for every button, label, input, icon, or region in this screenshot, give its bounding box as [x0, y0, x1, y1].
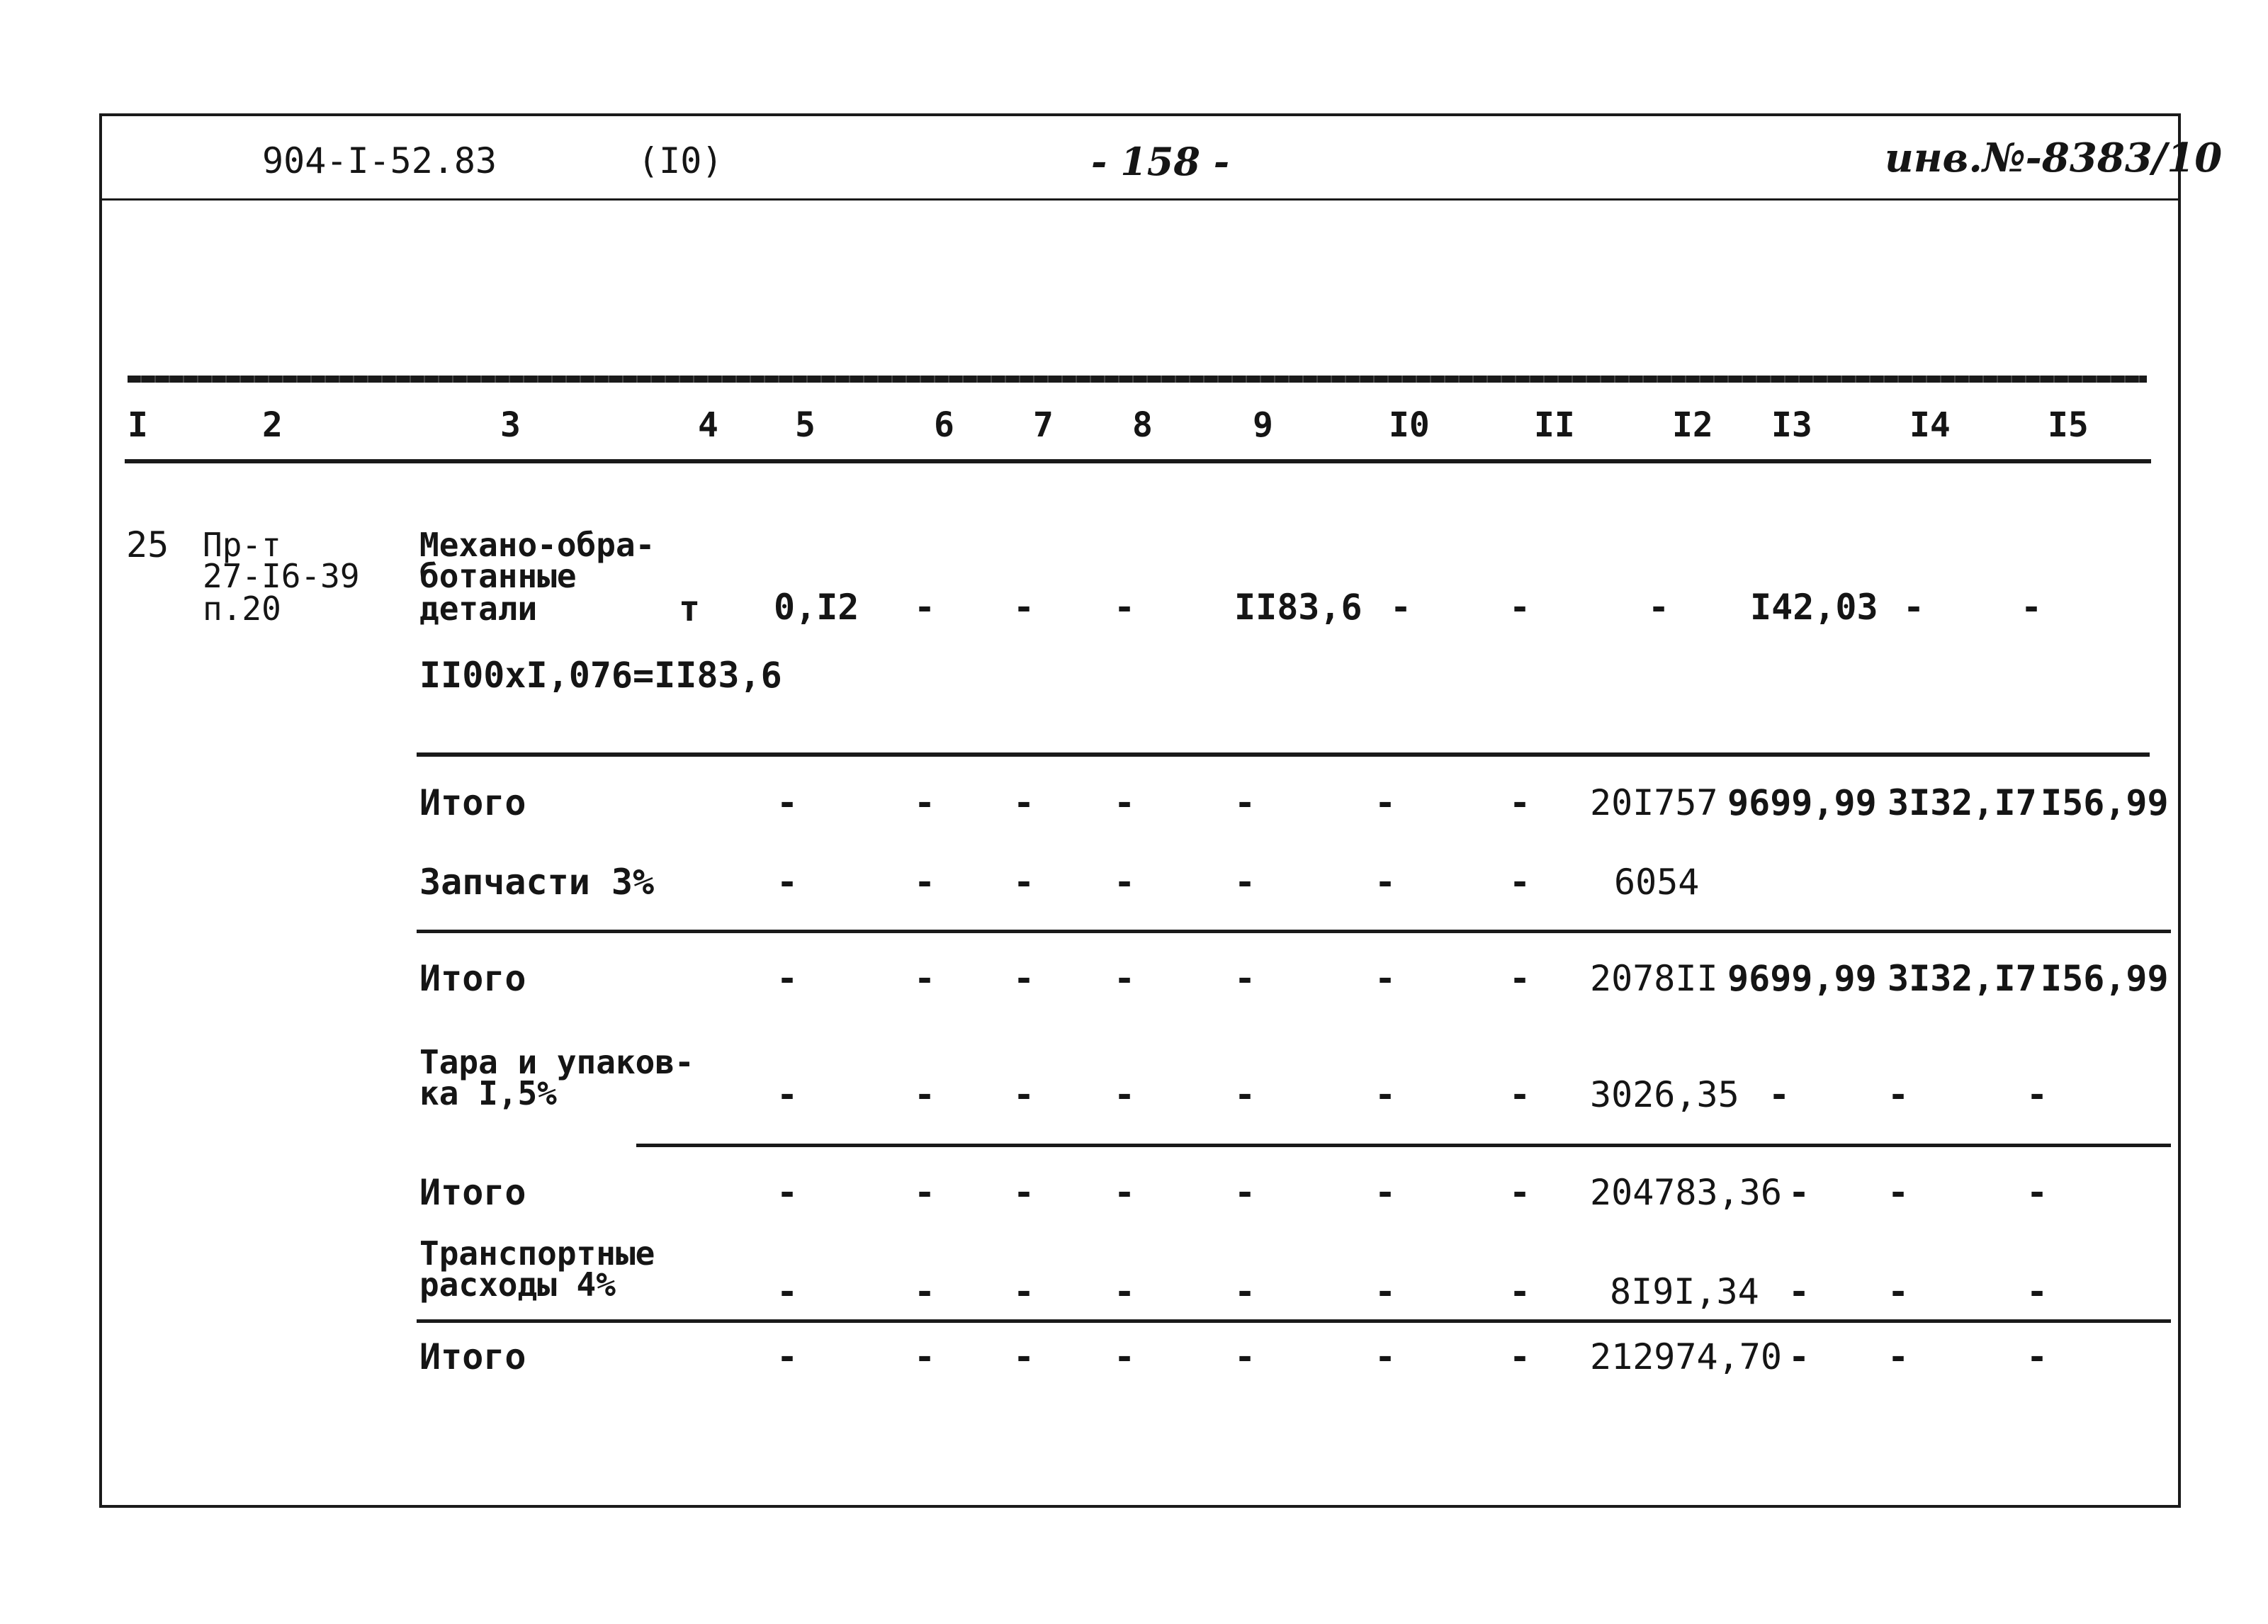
- row-dash: -: [777, 958, 799, 999]
- col-num-14: I4: [1909, 405, 1951, 445]
- row-dash: -: [777, 1074, 799, 1115]
- row-label-line1: Тара и упаков-: [419, 1043, 694, 1081]
- row-dash: -: [777, 862, 799, 903]
- row-dash: -: [1509, 1271, 1531, 1312]
- row-dash: -: [1788, 1172, 1810, 1213]
- col-num-4: 4: [698, 405, 718, 445]
- row-dash: -: [1509, 782, 1531, 823]
- row-divider: [636, 1144, 2171, 1147]
- row-label-line1: Транспортные: [419, 1234, 655, 1273]
- row-value: 212974,70: [1590, 1336, 1782, 1377]
- row-dash: -: [914, 862, 936, 903]
- col-num-7: 7: [1033, 405, 1054, 445]
- row-dash: -: [1509, 1172, 1531, 1213]
- row-dash: -: [1234, 1336, 1256, 1377]
- item-c13: I42,03: [1750, 587, 1878, 628]
- row-dash: -: [2026, 1336, 2048, 1377]
- row-label-line2: ка I,5%: [419, 1074, 557, 1112]
- item-c14: -: [1903, 587, 1925, 628]
- row-dash: -: [1375, 958, 1397, 999]
- row-dash: -: [2026, 1271, 2048, 1312]
- row-dash: -: [1234, 958, 1256, 999]
- row-dash: -: [1509, 1074, 1531, 1115]
- page-number: - 158 -: [1091, 139, 1230, 184]
- row-dash: -: [1013, 1172, 1035, 1213]
- col-num-9: 9: [1253, 405, 1273, 445]
- item-c15: -: [2021, 587, 2043, 628]
- row-dash: -: [1234, 782, 1256, 823]
- row-dash: -: [1013, 1271, 1035, 1312]
- col-num-10: I0: [1389, 405, 1430, 445]
- row-dash: -: [914, 1336, 936, 1377]
- row-value: 2078II: [1590, 958, 1718, 999]
- row-dash: -: [1013, 1074, 1035, 1115]
- row-value: 9699,99: [1727, 782, 1877, 823]
- row-dash: -: [1114, 862, 1136, 903]
- section-number: (I0): [638, 140, 723, 181]
- column-header-bottom-rule: [125, 459, 2151, 463]
- item-unit: т: [679, 588, 701, 629]
- row-dash: -: [1114, 1074, 1136, 1115]
- row-dash: -: [777, 1271, 799, 1312]
- row-dash: -: [1375, 782, 1397, 823]
- row-value: 3026,35: [1590, 1074, 1739, 1115]
- row-divider: [417, 1319, 2171, 1323]
- item-formula: II00xI,076=II83,6: [419, 655, 782, 696]
- row-value: 204783,36: [1590, 1172, 1782, 1213]
- row-label: Итого: [419, 1336, 526, 1377]
- row-dash: -: [1234, 862, 1256, 903]
- row-value: 6054: [1614, 862, 1700, 903]
- row-dash: -: [1013, 782, 1035, 823]
- row-dash: -: [1375, 1172, 1397, 1213]
- row-value: 3I32,I7: [1888, 958, 2037, 999]
- row-dash: -: [1234, 1074, 1256, 1115]
- row-dash: -: [1114, 1172, 1136, 1213]
- row-dash: -: [1375, 862, 1397, 903]
- row-dash: -: [1114, 1271, 1136, 1312]
- row-label: Итого: [419, 782, 526, 823]
- row-dash: -: [1114, 1336, 1136, 1377]
- col-num-3: 3: [500, 405, 521, 445]
- item-c11: -: [1509, 587, 1531, 628]
- col-num-2: 2: [262, 405, 283, 445]
- row-dash: -: [1768, 1074, 1790, 1115]
- row-dash: -: [914, 1074, 936, 1115]
- item-ref-line3: п.20: [203, 590, 281, 628]
- item-c9: II83,6: [1234, 587, 1363, 628]
- item-c10: -: [1390, 587, 1412, 628]
- row-value: 20I757: [1590, 782, 1718, 823]
- row-dash: -: [1114, 782, 1136, 823]
- row-dash: -: [1013, 862, 1035, 903]
- row-dash: -: [2026, 1074, 2048, 1115]
- row-dash: -: [1375, 1271, 1397, 1312]
- col-num-13: I3: [1771, 405, 1812, 445]
- item-name-line3: детали: [419, 590, 538, 628]
- row-dash: -: [1013, 1336, 1035, 1377]
- row-value: 3I32,I7: [1888, 782, 2037, 823]
- row-dash: -: [914, 1172, 936, 1213]
- item-ref-line2: 27-I6-39: [203, 557, 360, 595]
- totals-top-rule: [417, 752, 2150, 757]
- document-code: 904-I-52.83: [262, 140, 497, 181]
- row-dash: -: [2026, 1172, 2048, 1213]
- row-dash: -: [1509, 1336, 1531, 1377]
- item-c7: -: [1013, 587, 1035, 628]
- row-dash: -: [1375, 1336, 1397, 1377]
- inventory-number: инв.№-8383/10: [1885, 135, 2223, 181]
- item-number: 25: [126, 524, 169, 565]
- row-dash: -: [1114, 958, 1136, 999]
- col-num-11: II: [1534, 405, 1575, 445]
- row-value: I56,99: [2041, 958, 2169, 999]
- item-name-line1: Механо-обра-: [419, 526, 655, 564]
- row-divider: [417, 930, 2171, 933]
- row-value: 8I9I,34: [1610, 1271, 1759, 1312]
- col-num-12: I2: [1672, 405, 1713, 445]
- row-dash: -: [777, 1172, 799, 1213]
- item-name-line2: ботанные: [419, 557, 577, 595]
- item-qty: 0,I2: [774, 587, 859, 628]
- col-num-6: 6: [934, 405, 954, 445]
- row-dash: -: [1888, 1172, 1909, 1213]
- row-dash: -: [1888, 1271, 1909, 1312]
- row-dash: -: [1788, 1336, 1810, 1377]
- row-dash: -: [777, 1336, 799, 1377]
- row-label: Итого: [419, 1172, 526, 1213]
- row-dash: -: [777, 782, 799, 823]
- row-label: Итого: [419, 958, 526, 999]
- row-dash: -: [1888, 1074, 1909, 1115]
- row-dash: -: [1013, 958, 1035, 999]
- row-label-line2: расходы 4%: [419, 1265, 616, 1304]
- row-dash: -: [914, 782, 936, 823]
- col-num-1: I: [128, 405, 148, 445]
- row-dash: -: [1888, 1336, 1909, 1377]
- row-dash: -: [914, 958, 936, 999]
- item-c12: -: [1648, 587, 1670, 628]
- col-num-5: 5: [795, 405, 816, 445]
- col-num-15: I5: [2048, 405, 2089, 445]
- row-dash: -: [914, 1271, 936, 1312]
- item-c6: -: [914, 587, 936, 628]
- row-dash: -: [1234, 1271, 1256, 1312]
- item-ref-line1: Пр-т: [203, 526, 281, 564]
- column-header-top-rule: [128, 376, 2147, 383]
- row-value: I56,99: [2041, 782, 2169, 823]
- row-dash: -: [1509, 862, 1531, 903]
- row-dash: -: [1234, 1172, 1256, 1213]
- row-dash: -: [1788, 1271, 1810, 1312]
- item-c8: -: [1114, 587, 1136, 628]
- row-dash: -: [1375, 1074, 1397, 1115]
- row-value: 9699,99: [1727, 958, 1877, 999]
- header-divider: [102, 198, 2178, 201]
- col-num-8: 8: [1132, 405, 1153, 445]
- row-label: Запчасти 3%: [419, 862, 655, 903]
- row-dash: -: [1509, 958, 1531, 999]
